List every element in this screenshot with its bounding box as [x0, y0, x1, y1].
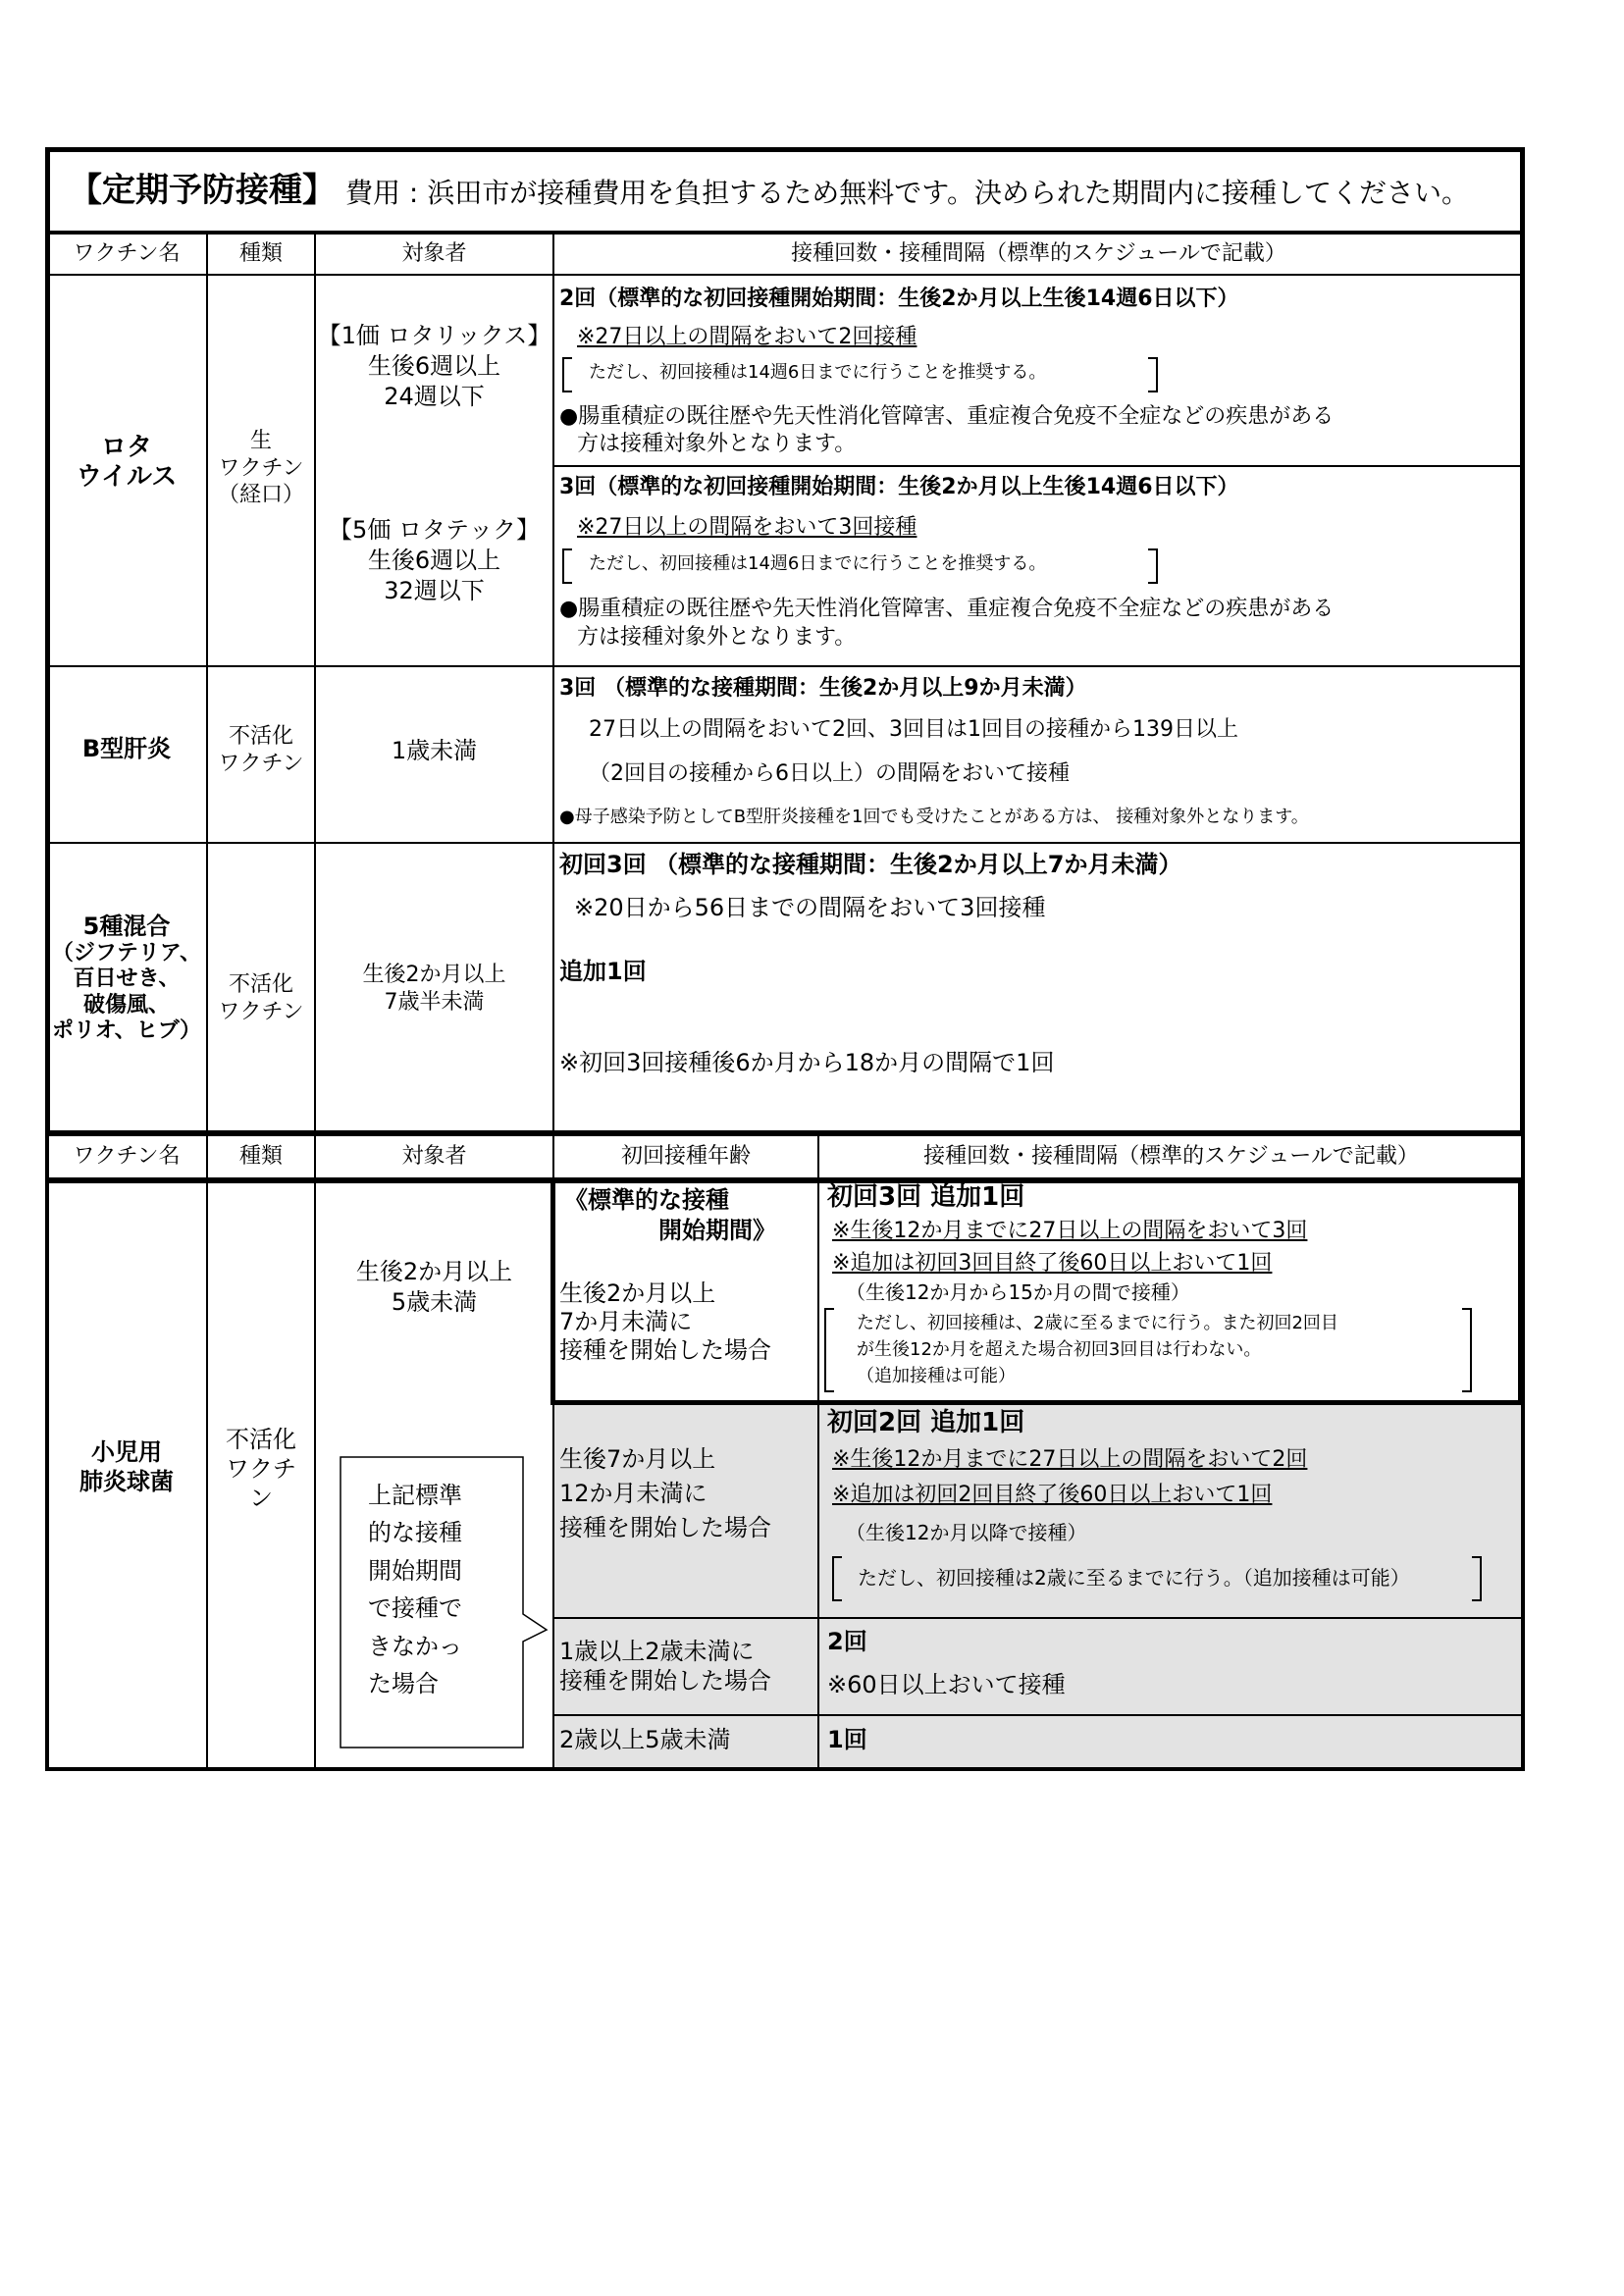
callout-text	[368, 1477, 462, 1702]
pneumo-r3-s2: ※60日以上おいて接種	[827, 1671, 1066, 1698]
pneumo-r1-s4: （生後12か月から15か月の間で接種）	[846, 1280, 1190, 1304]
header2-type: 種類	[238, 1144, 283, 1169]
five-target-line1: 生後2か月以上	[362, 963, 506, 987]
rota-a-line5: 方は接種対象外となります。	[577, 432, 857, 456]
pneumo-r1-age	[559, 1279, 771, 1364]
pneumo-r1-s1: 初回3回 追加1回	[827, 1182, 1025, 1212]
pneumo-r1-s6: が生後12か月を超えた場合初回3回目は行わない。	[857, 1339, 1262, 1360]
five-type-line1: 不活化	[228, 972, 293, 997]
title-label: 【定期予防接種】	[69, 171, 336, 210]
pneumo-type-line2: ワクチ	[226, 1455, 296, 1483]
callout-line4: で接種で	[368, 1594, 462, 1623]
rota-b-target-line1: 【5価 ロタテック】	[329, 516, 540, 544]
pneumo-r2-s3: ※追加は初回2回目終了後60日以上おいて1回	[832, 1483, 1273, 1507]
pneumo-r4-s: 1回	[827, 1726, 867, 1753]
five-line1: 初回3回 （標準的な接種期間：生後2か月以上7か月未満）	[559, 851, 1182, 878]
rota-name	[47, 434, 206, 493]
rota-type-line3: （経口）	[217, 483, 304, 507]
rota-b-line2: ※27日以上の間隔をおいて3回接種	[577, 515, 917, 540]
header1-vaccine: ワクチン名	[73, 241, 181, 266]
hepb-type-line2: ワクチン	[218, 751, 304, 776]
header2-schedule: 接種回数・接種間隔（標準的スケジュールで記載）	[923, 1144, 1419, 1169]
rota-a-target	[316, 321, 552, 413]
five-line4: ※初回3回接種後6か月から18か月の間隔で1回	[559, 1049, 1055, 1076]
title-cost: 費用 : 浜田市が接種費用を負担するため無料です。決められた期間内に接種してください。	[345, 177, 1469, 209]
hepb-line1: 3回 （標準的な接種期間：生後2か月以上9か月未満）	[559, 676, 1087, 701]
pneumo-name-line2: 肺炎球菌	[79, 1468, 174, 1495]
pneumo-r3-age-line1: 1歳以上2歳未満に	[559, 1638, 755, 1665]
rota-a-line1: 2回（標準的な初回接種開始期間：生後2か月以上生後14週6日以下）	[559, 287, 1239, 311]
five-target	[316, 962, 552, 1016]
hepb-target: 1歳未満	[391, 737, 478, 764]
pneumo-type	[208, 1425, 314, 1513]
hepb-type-line1: 不活化	[228, 724, 293, 749]
header2-age: 初回接種年齢	[620, 1144, 751, 1169]
pneumo-r2-age	[559, 1442, 771, 1544]
rota-b-line4: ●腸重積症の既往歴や先天性消化管障害、重症複合免疫不全症などの疾患がある	[559, 597, 1335, 621]
rota-b-line5: 方は接種対象外となります。	[577, 625, 857, 650]
pneumo-r2-s1: 初回2回 追加1回	[827, 1408, 1025, 1437]
pneumo-r1-age-line2: 開始期間》	[658, 1217, 776, 1245]
header1-target: 対象者	[401, 241, 467, 266]
rota-b-target-line3: 32週以下	[384, 577, 485, 605]
hepb-line3: （2回目の接種から6日以上）の間隔をおいて接種	[589, 761, 1070, 786]
rota-a-line2: ※27日以上の間隔をおいて2回接種	[577, 325, 917, 349]
pneumo-r4-age: 2歳以上5歳未満	[559, 1726, 731, 1753]
rota-type	[208, 428, 314, 509]
callout-line1: 上記標準	[368, 1482, 462, 1509]
rota-a-target-line1: 【1価 ロタリックス】	[317, 322, 551, 349]
five-name-line4: 破傷風、	[82, 992, 170, 1018]
hepb-type	[208, 723, 314, 777]
rota-b-line1: 3回（標準的な初回接種開始期間：生後2か月以上生後14週6日以下）	[559, 475, 1239, 499]
pneumo-r1-s3: ※追加は初回3回目終了後60日以上おいて1回	[832, 1251, 1273, 1276]
five-name-line1: 5種混合	[82, 913, 171, 940]
pneumo-r1-s7: （追加接種は可能）	[857, 1366, 1016, 1386]
hepb-line2: 27日以上の間隔をおいて2回、3回目は1回目の接種から139日以上	[589, 717, 1238, 742]
pneumo-r1-age-line1: 《標準的な接種	[564, 1186, 729, 1214]
callout-line3: 開始期間	[368, 1556, 462, 1585]
pneumo-r2-s2: ※生後12か月までに27日以上の間隔をおいて2回	[832, 1447, 1308, 1472]
five-target-line2: 7歳半未満	[384, 989, 485, 1015]
pneumo-r1-s5: ただし、初回接種は、2歳に至るまでに行う。また初回2回目	[857, 1313, 1338, 1333]
rota-b-target-line2: 生後6週以上	[367, 547, 501, 575]
pneumo-r2-s4: （生後12か月以降で接種）	[846, 1521, 1087, 1544]
five-name-line5: ポリオ、ヒブ）	[51, 1018, 202, 1043]
pneumo-r1-age-line5: 接種を開始した場合	[559, 1335, 771, 1364]
pneumo-r2-age-line2: 12か月未満に	[559, 1479, 707, 1507]
header2-target: 対象者	[401, 1144, 467, 1169]
hepb-name: B型肝炎	[81, 735, 172, 762]
five-type-line2: ワクチン	[218, 999, 304, 1024]
pneumo-r2-age-line3: 接種を開始した場合	[559, 1513, 771, 1541]
header1-type: 種類	[238, 241, 283, 266]
rota-a-line4: ●腸重積症の既往歴や先天性消化管障害、重症複合免疫不全症などの疾患がある	[559, 404, 1335, 429]
pneumo-type-line3: ン	[249, 1485, 273, 1512]
pneumo-name	[47, 1437, 206, 1496]
rota-a-target-line2: 生後6週以上	[367, 352, 501, 381]
hepb-line4: ●母子感染予防としてB型肝炎接種を1回でも受けたことがある方は、 接種対象外となります。	[559, 807, 1309, 827]
pneumo-target	[316, 1257, 552, 1318]
pneumo-r2-s5: ただし、初回接種は2歳に至るまでに行う。（追加接種は可能）	[858, 1566, 1410, 1590]
pneumo-r3-age	[559, 1637, 771, 1696]
five-name-line2: （ジフテリア、	[51, 940, 202, 965]
pneumo-target-line2: 5歳未満	[391, 1288, 478, 1317]
rota-b-target	[316, 515, 552, 607]
rota-b-line3: ただし、初回接種は14週6日までに行うことを推奨する。	[589, 553, 1047, 574]
pneumo-name-line1: 小児用	[91, 1438, 162, 1466]
pneumo-r1-age-standard	[564, 1185, 776, 1246]
rota-name-line1: ロタ	[100, 433, 152, 462]
rota-type-line2: ワクチン	[218, 455, 304, 481]
pneumo-target-line1: 生後2か月以上	[355, 1258, 513, 1285]
callout-line6: た場合	[368, 1669, 439, 1697]
rota-type-line1: 生	[249, 429, 272, 453]
header1-schedule: 接種回数・接種間隔（標準的スケジュールで記載）	[791, 241, 1286, 266]
five-line2: ※20日から56日までの間隔をおいて3回接種	[574, 894, 1046, 921]
pneumo-r3-s1: 2回	[827, 1628, 867, 1655]
rota-name-line2: ウイルス	[76, 461, 178, 492]
five-name	[47, 913, 206, 1044]
header2-vaccine: ワクチン名	[73, 1144, 181, 1169]
five-line3: 追加1回	[559, 958, 647, 985]
pneumo-r3-age-line2: 接種を開始した場合	[559, 1667, 771, 1695]
five-name-line3: 百日せき、	[73, 966, 181, 992]
rota-a-target-line3: 24週以下	[384, 383, 485, 411]
five-type	[208, 971, 314, 1025]
callout-line5: きなかっ	[368, 1632, 462, 1660]
rota-a-line3: ただし、初回接種は14週6日までに行うことを推奨する。	[589, 362, 1047, 383]
callout-line2: 的な接種	[368, 1519, 462, 1547]
pneumo-r2-age-line1: 生後7か月以上	[559, 1445, 716, 1473]
pneumo-r1-age-line3: 生後2か月以上	[559, 1279, 716, 1307]
pneumo-r1-age-line4: 7か月未満に	[559, 1307, 693, 1335]
pneumo-type-line1: 不活化	[226, 1426, 296, 1453]
pneumo-r1-s2: ※生後12か月までに27日以上の間隔をおいて3回	[832, 1219, 1308, 1243]
